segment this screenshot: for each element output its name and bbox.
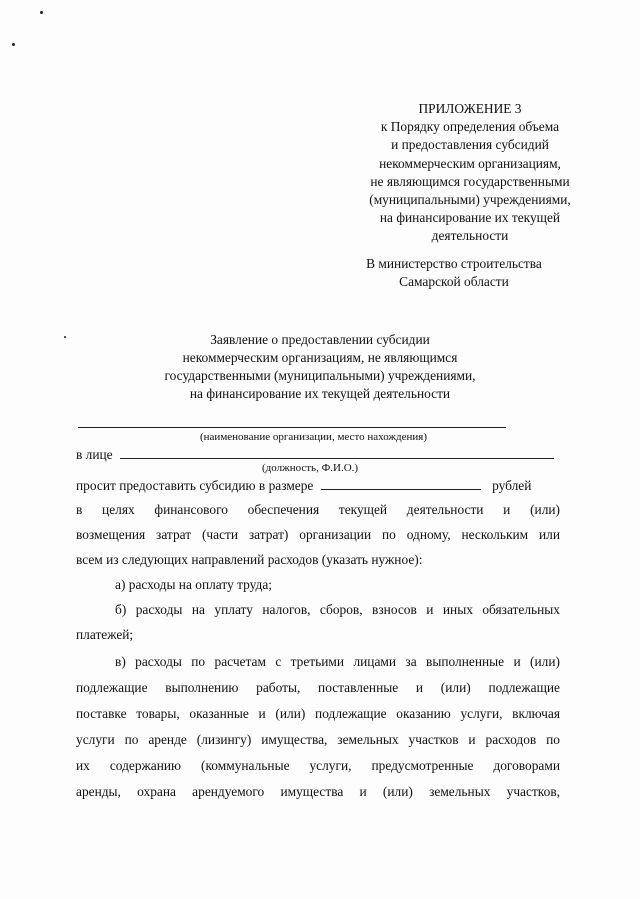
body-line: в целях финансового обеспечения текущей деятельности и (или)	[76, 502, 560, 517]
amount-field[interactable]	[321, 477, 481, 490]
item-v-line1: в) расходы по расчетам с третьими лицами за выполненные и (или)	[115, 654, 560, 669]
appendix-line: к Порядку определения объема	[380, 119, 560, 135]
appendix-line: некоммерческим организациям,	[379, 155, 561, 171]
title-line: Заявление о предоставлении субсидии	[210, 332, 430, 347]
currency-label: рублей	[492, 478, 532, 493]
addressee-line: Самарской области	[399, 274, 509, 289]
appendix-line: и предоставления субсидий	[391, 137, 549, 153]
in-person-field[interactable]	[120, 446, 554, 459]
person-caption: (должность, Ф.И.О.)	[262, 462, 359, 474]
item-b-line1: б) расходы на уплату налогов, сборов, взносов и иных обязательных	[115, 602, 560, 617]
organization-caption: (наименование организации, место нахождения)	[200, 431, 428, 443]
document-title	[100, 331, 540, 403]
title-line: некоммерческим организациям, не являющимся	[182, 350, 458, 365]
appendix-line: ПРИЛОЖЕНИЕ 3	[418, 101, 522, 116]
appendix-header	[352, 100, 588, 246]
body-line: возмещения затрат (части затрат) организации по одному, нескольким или	[76, 527, 560, 542]
item-b-line2: платежей;	[76, 627, 134, 642]
item-v-line: поставке товары, оказанные и (или) подлежащие оказанию услуги, включая	[76, 706, 560, 721]
scan-speck	[40, 11, 43, 14]
item-v-line: их содержанию (коммунальные услуги, предусмотренные договорами	[76, 758, 560, 773]
appendix-line: (муниципальными) учреждениями,	[369, 192, 571, 208]
item-a: а) расходы на оплату труда;	[115, 577, 272, 592]
request-row	[76, 477, 560, 494]
appendix-line: не являющимся государственными	[370, 173, 570, 189]
organization-field[interactable]	[78, 427, 506, 428]
request-label: просит предоставить субсидию в размере	[76, 478, 314, 493]
addressee	[340, 255, 568, 291]
appendix-line: деятельности	[431, 228, 509, 244]
title-line: государственными (муниципальными) учреждениями,	[164, 368, 476, 383]
appendix-line: на финансирование их текущей	[379, 210, 561, 226]
item-v-line: услуги по аренде (лизингу) имущества, земельных участков и расходов по	[76, 732, 560, 747]
in-person-row	[76, 446, 560, 463]
scan-speck	[64, 336, 66, 338]
title-line: на финансирование их текущей деятельности	[189, 386, 451, 401]
item-v-line: подлежащие выполнению работы, поставленные и (или) подлежащие	[76, 680, 560, 695]
in-person-label: в лице	[76, 447, 113, 462]
item-v-line: аренды, охрана арендуемого имущества и (или) земельных участков,	[76, 784, 560, 799]
scan-speck	[12, 43, 15, 46]
addressee-line: В министерство строительства	[366, 256, 542, 271]
body-line: всем из следующих направлений расходов (указать нужное):	[76, 552, 423, 567]
